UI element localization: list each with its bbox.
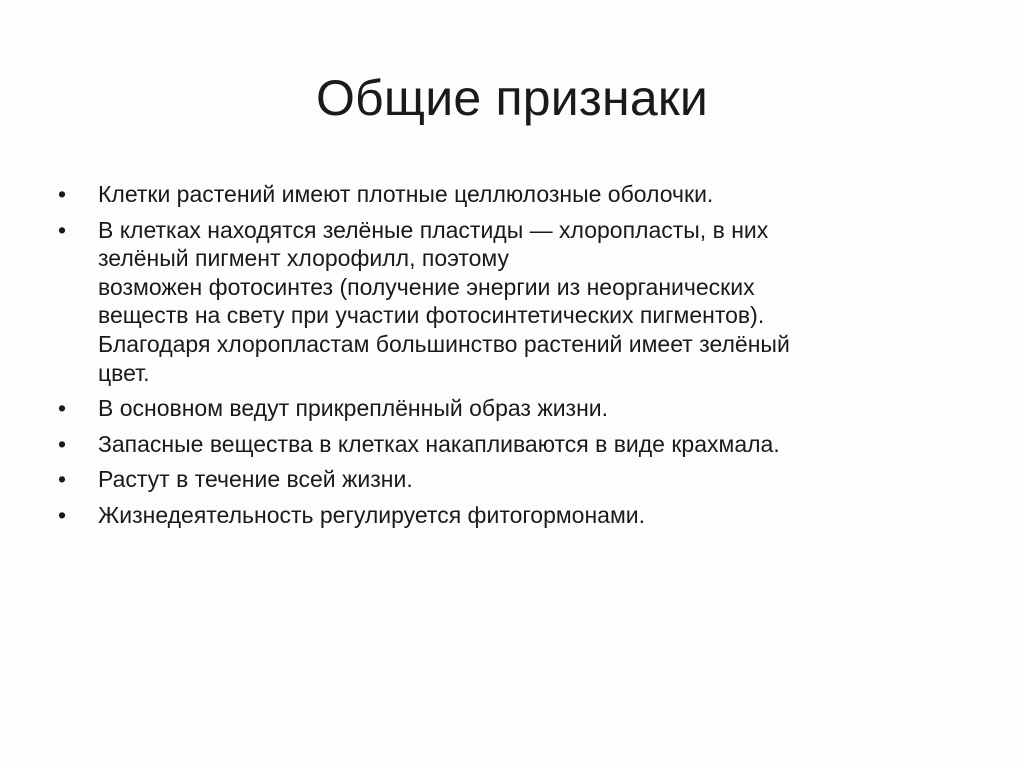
bullet-text: В основном ведут прикреплённый образ жизни.: [98, 395, 609, 422]
bullet-icon: •: [58, 466, 67, 493]
slide-title: Общие признаки: [315, 70, 709, 126]
bullet-text: Клетки растений имеют плотные целлюлозные оболочки.: [98, 181, 714, 207]
bullet-item: [56, 180, 968, 209]
bullet-item: [56, 501, 968, 530]
bullet-icon: •: [58, 501, 67, 528]
bullet-list: [56, 180, 968, 537]
bullet-text: возможен фотосинтез (получение энергии из неорганических: [98, 273, 755, 300]
bullet-text: Растут в течение всей жизни.: [98, 466, 413, 493]
bullet-text: Благодаря хлоропластам большинство растений имеет зелёный: [98, 330, 790, 357]
bullet-icon: •: [58, 395, 67, 422]
bullet-text: Жизнедеятельность регулируется фитогормонами.: [98, 501, 646, 528]
bullet-icon: •: [58, 216, 67, 243]
bullet-icon: •: [58, 430, 67, 457]
bullet-item: [56, 394, 968, 423]
bullet-item: [56, 216, 968, 388]
bullet-text: зелёный пигмент хлорофилл, поэтому: [98, 245, 509, 272]
bullet-icon: •: [58, 181, 67, 207]
bullet-item: [56, 430, 968, 459]
bullet-text: цвет.: [98, 359, 150, 386]
bullet-text: веществ на свету при участии фотосинтетических пигментов).: [98, 302, 765, 329]
bullet-text: Запасные вещества в клетках накапливаются в виде крахмала.: [98, 430, 780, 457]
bullet-item: [56, 465, 968, 494]
bullet-text: В клетках находятся зелёные пластиды — хлоропласты, в них: [98, 216, 769, 243]
